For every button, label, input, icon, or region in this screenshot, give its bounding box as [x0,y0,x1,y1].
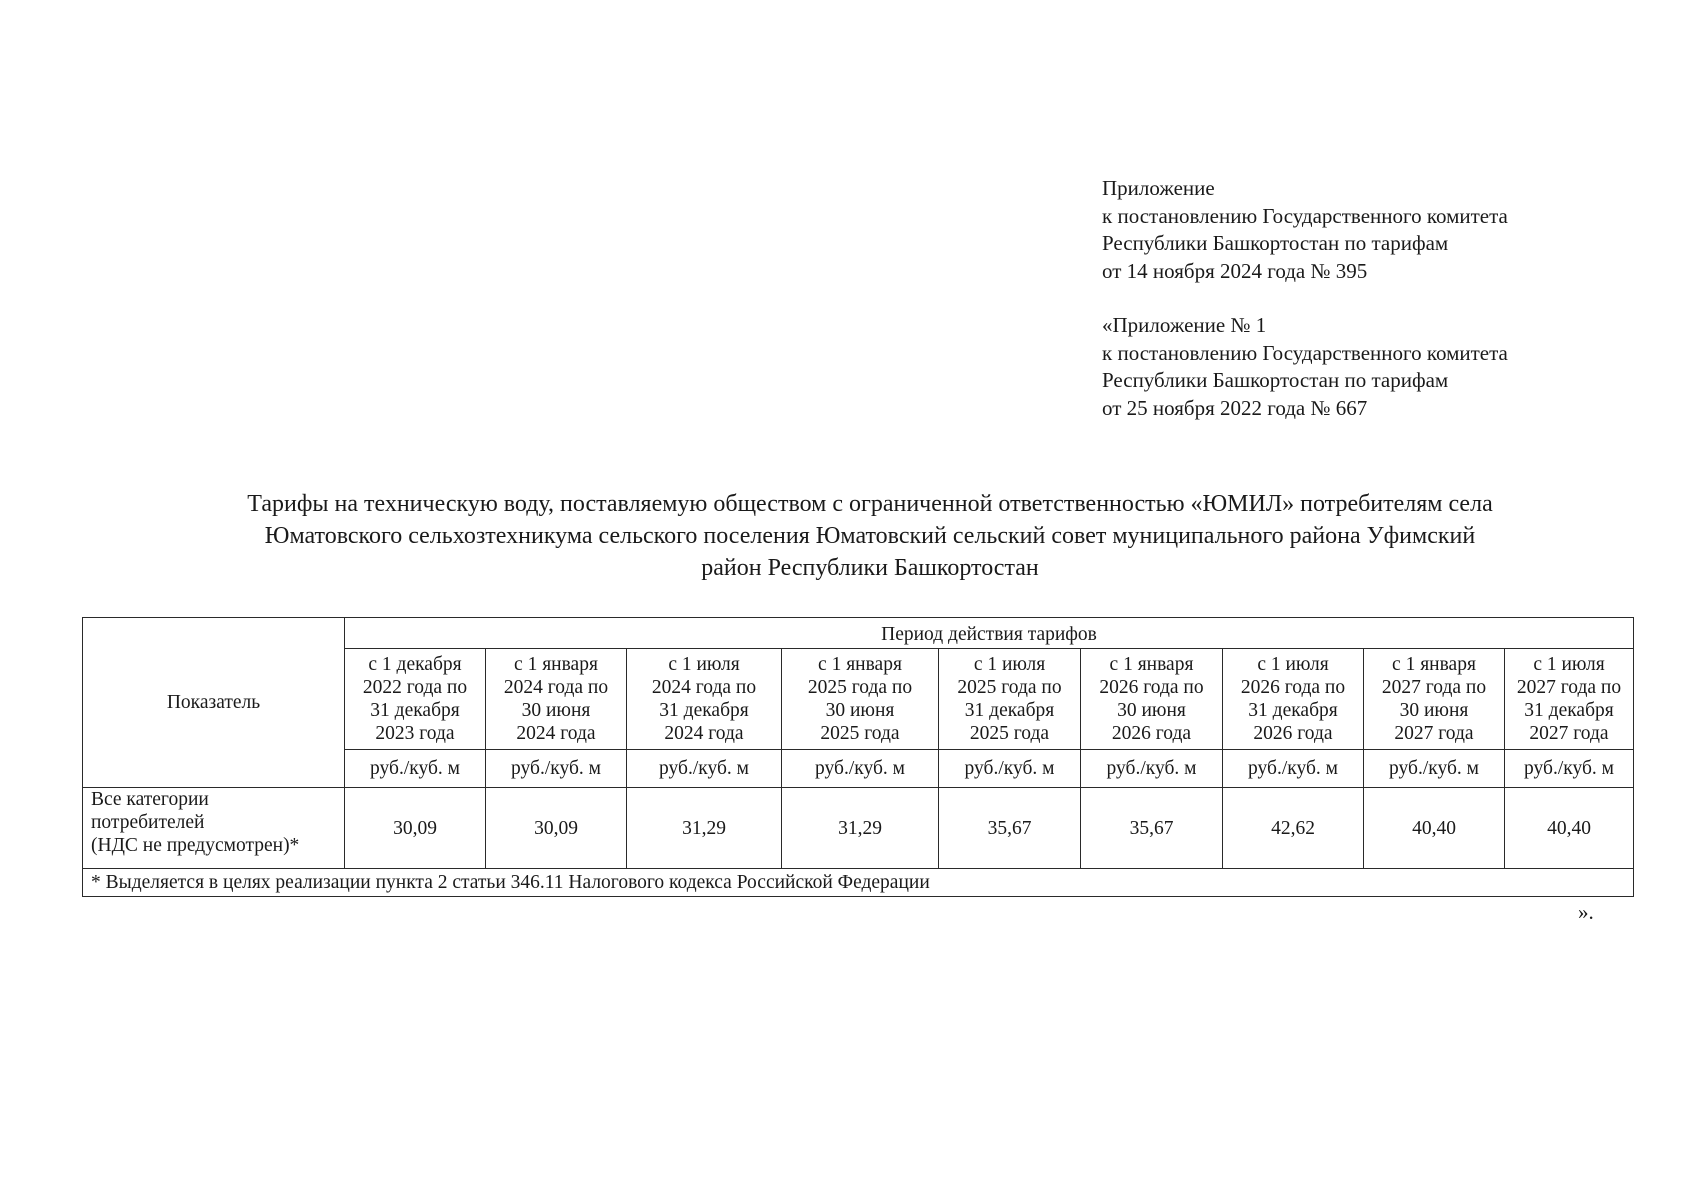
tariff-value: 35,67 [939,788,1081,869]
unit-cell: руб./куб. м [1505,750,1634,788]
appendix-line: от 25 ноября 2022 года № 667 [1102,395,1368,420]
period-cell: с 1 января 2026 года по 30 июня 2026 года [1081,649,1223,750]
period-cell: с 1 января 2024 года по 30 июня 2024 года [486,649,627,750]
period-cell: с 1 июля 2025 года по 31 декабря 2025 года [939,649,1081,750]
document-title [100,488,1640,584]
title-line: Юматовского сельхозтехникума сельского поселения Юматовский сельский совет муниципального района Уфимский [264,523,1476,549]
footnote: * Выделяется в целях реализации пункта 2 статьи 346.11 Налогового кодекса Российской Федерации [83,869,1634,897]
appendix-line: Республики Башкортостан по тарифам [1102,231,1449,255]
appendix-line: Приложение [1102,176,1215,200]
period-cell: с 1 января 2025 года по 30 июня 2025 года [782,649,939,750]
table-row [83,788,1634,869]
unit-cell: руб./куб. м [939,750,1081,788]
tariff-value: 31,29 [782,788,939,869]
tariff-value: 40,40 [1505,788,1634,869]
appendix-line: к постановлению Государственного комитета [1102,340,1508,365]
appendix-header [1102,175,1508,422]
tariff-value: 30,09 [486,788,627,869]
appendix-line: «Приложение № 1 [1102,313,1267,337]
appendix-line: Республики Башкортостан по тарифам [1102,368,1449,392]
appendix-current [1102,175,1508,285]
unit-cell: руб./куб. м [486,750,627,788]
period-cell: с 1 января 2027 года по 30 июня 2027 года [1364,649,1505,750]
period-cell: с 1 декабря 2022 года по 31 декабря 2023 года [345,649,486,750]
period-cell: с 1 июля 2026 года по 31 декабря 2026 года [1223,649,1364,750]
unit-cell: руб./куб. м [1223,750,1364,788]
tariff-value: 30,09 [345,788,486,869]
row-label: Все категории потребителей (НДС не предусмотрен)* [83,788,345,869]
unit-cell: руб./куб. м [1081,750,1223,788]
unit-cell: руб./куб. м [1364,750,1505,788]
footnote-row [83,869,1634,897]
unit-cell: руб./куб. м [782,750,939,788]
tariff-value: 42,62 [1223,788,1364,869]
tariff-table [82,617,1634,897]
period-header: Период действия тарифов [345,618,1634,649]
closing-quote: ». [1578,900,1594,924]
title-line: Тарифы на техническую воду, поставляемую обществом с ограниченной ответственностью «ЮМИЛ» потребителям села [247,491,1493,517]
appendix-line: к постановлению Государственного комитета [1102,203,1508,228]
tariff-value: 35,67 [1081,788,1223,869]
tariff-value: 40,40 [1364,788,1505,869]
unit-cell: руб./куб. м [627,750,782,788]
title-line: район Республики Башкортостан [701,555,1039,581]
appendix-previous [1102,312,1508,422]
tariff-value: 31,29 [627,788,782,869]
appendix-line: от 14 ноября 2024 года № 395 [1102,258,1368,283]
unit-cell: руб./куб. м [345,750,486,788]
indicator-header: Показатель [83,618,345,788]
period-cell: с 1 июля 2024 года по 31 декабря 2024 года [627,649,782,750]
period-cell: с 1 июля 2027 года по 31 декабря 2027 года [1505,649,1634,750]
